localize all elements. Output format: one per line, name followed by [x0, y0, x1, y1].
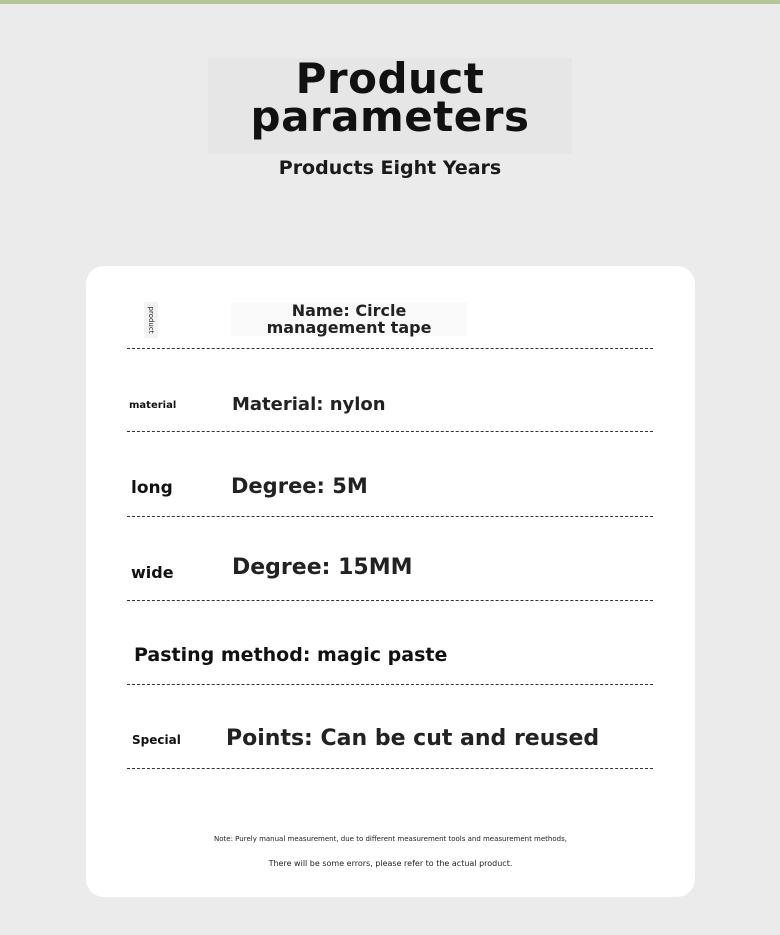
title-line-1: Product [295, 54, 485, 103]
row-divider [127, 431, 653, 432]
long-label: long [131, 478, 173, 498]
top-accent-bar [0, 0, 780, 4]
row-divider [127, 600, 653, 601]
row-divider [127, 516, 653, 517]
page-title [0, 54, 780, 141]
material-label: material [129, 400, 177, 411]
material-value: Material: nylon [232, 394, 386, 415]
page-subtitle: Products Eight Years [278, 157, 502, 179]
pasting-method-value: Pasting method: magic paste [134, 644, 448, 666]
row-divider [127, 684, 653, 685]
product-label-box [144, 302, 158, 338]
special-value: Points: Can be cut and reused [226, 726, 600, 751]
wide-value: Degree: 15MM [232, 555, 413, 580]
product-label: product [147, 306, 155, 334]
wide-label: wide [131, 563, 174, 582]
name-value: Name: Circle management tape [231, 302, 467, 336]
note-line-1: Note: Purely manual measurement, due to different measurement tools and measurement methods, [214, 835, 567, 843]
long-value: Degree: 5M [231, 474, 368, 498]
note-line-2: There will be some errors, please refer to the actual product. [268, 859, 513, 868]
title-line-2: parameters [250, 92, 530, 141]
parameters-card [86, 266, 695, 897]
row-divider [127, 348, 653, 349]
row-divider [127, 768, 653, 769]
special-label: Special [132, 733, 181, 747]
